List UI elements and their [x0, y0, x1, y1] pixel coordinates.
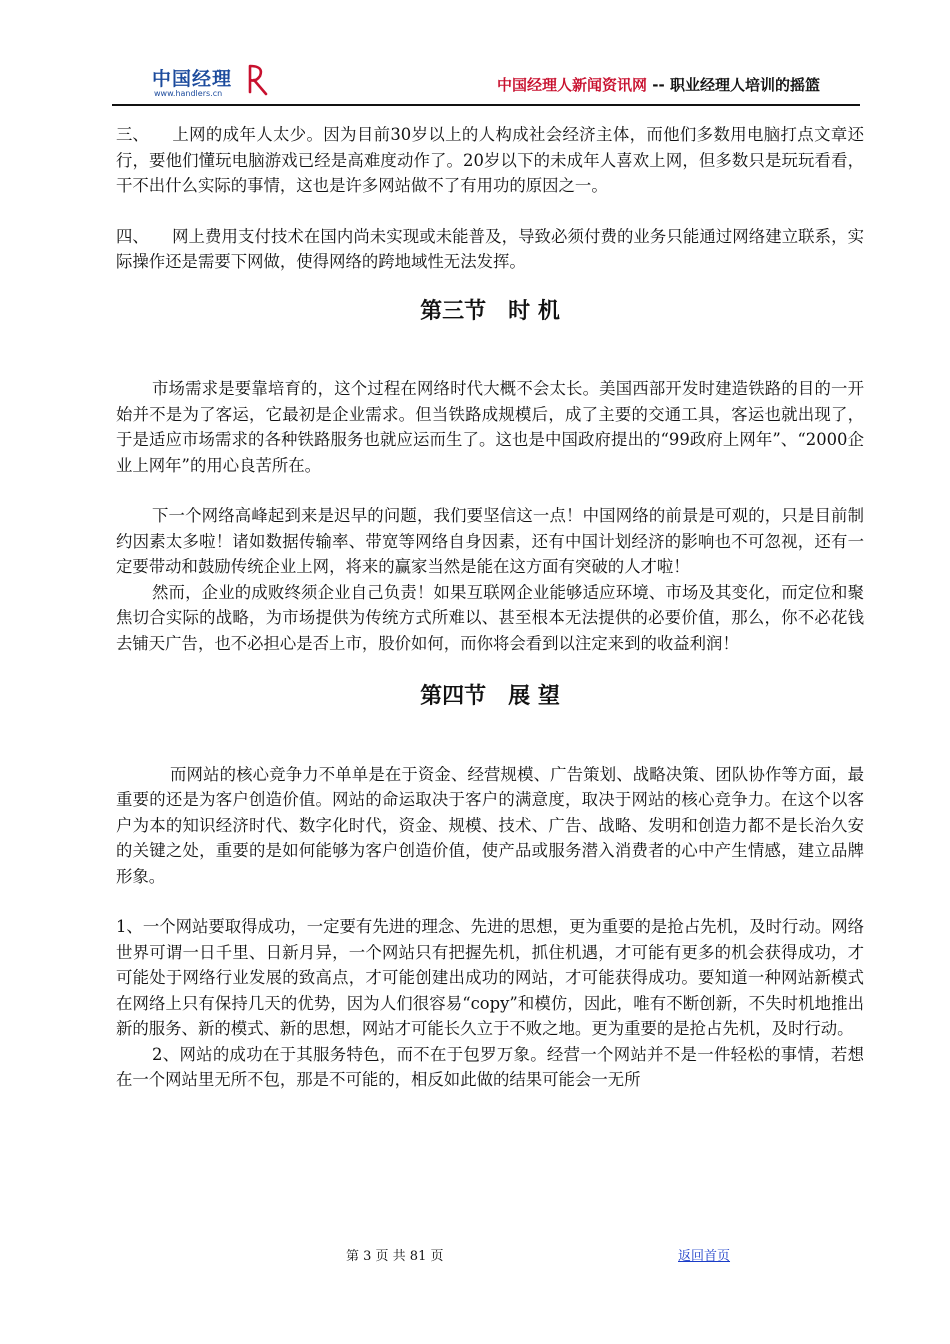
logo-url: www.handlers.cn — [154, 89, 223, 98]
section-three-title: 第三节 时 机 — [420, 298, 560, 324]
logo-mark-icon — [244, 62, 270, 96]
section-three-paragraph-2: 下一个网络高峰起到来是迟早的问题，我们要坚信这一点！中国网络的前景是可观的，只是目前制约因素太多啦！诸如数据传输率、带宽等网络自身因素，还有中国计划经济的影响也不可忽视，还有一定要带动和鼓励传统企业上网，将来的赢家当然是能在这方面有突破的人才啦！ — [116, 506, 864, 576]
paragraph-three — [116, 122, 864, 199]
paragraph-three-text: 上网的成年人太少。因为目前30岁以上的人构成社会经济主体，而他们多数用电脑打点文章还行，要他们懂玩电脑游戏已经是高难度动作了。20岁以下的未成年人喜欢上网，但多数只是玩玩看看，干不出什么实际的事情，这也是许多网站做不了有用功的原因之一。 — [116, 125, 864, 195]
home-link[interactable]: 返回首页 — [678, 1249, 731, 1264]
section-four-paragraph-2: 1、一个网站要取得成功，一定要有先进的理念、先进的思想，更为重要的是抢占先机，及时行动。网络世界可谓一日千里、日新月异，一个网站只有把握先机，抓住机遇，才可能有更多的机会获得成功，才可能处于网络行业发展的致高点，才可能创建出成功的网站，才可能获得成功。要知道一种网站新模式在网络上只有保持几天的优势，因为人们很容易“copy”和模仿，因此，唯有不断创新，不失时机地推出新的服务、新的模式、新的思想，网站才可能长久立于不败之地。更为重要的是抢占先机，及时行动。 — [116, 917, 865, 1038]
header-tagline — [497, 74, 820, 95]
section-three-paragraph-3: 然而，企业的成败终须企业自己负责！如果互联网企业能够适应环境、市场及其变化，而定位和聚焦切合实际的战略，为市场提供为传统方式所难以、甚至根本无法提供的必要价值，那么，你不必花钱去铺天广告，也不必担心是否上市，股价如何，而你将会看到以注定来到的收益利润！ — [116, 582, 864, 653]
document-body — [116, 122, 864, 1093]
tagline-separator: -- — [652, 76, 665, 94]
section-four-title: 第四节 展 望 — [420, 684, 560, 709]
page-number: 第 3 页 共 81 页 — [346, 1249, 444, 1264]
paragraph-four — [116, 224, 864, 275]
paragraph-four-label: 四、 — [116, 226, 149, 246]
paragraph-three-label: 三、 — [116, 125, 149, 144]
tagline-sub: 职业经理人培训的摇篮 — [669, 76, 820, 94]
tagline-main: 中国经理人新闻资讯网 — [497, 76, 648, 94]
section-four-paragraph-3: 2、网站的成功在于其服务特色，而不在于包罗万象。经营一个网站并不是一件轻松的事情，若想在一个网站里无所不包，那是不可能的，相反如此做的结果可能会一无所 — [116, 1044, 864, 1089]
logo-text: 中国经理 — [152, 68, 233, 90]
paragraph-four-text: 网上费用支付技术在国内尚未实现或未能普及，导致必须付费的业务只能通过网络建立联系，实际操作还是需要下网做，使得网络的跨地域性无法发挥。 — [116, 226, 864, 271]
header-rule — [112, 104, 860, 106]
section-three-paragraph-1: 市场需求是要靠培育的，这个过程在网络时代大概不会太长。美国西部开发时建造铁路的目的一开始并不是为了客运，它最初是企业需求。但当铁路成规模后，成了主要的交通工具，客运也就出现了，于是适应市场需求的各种铁路服务也就应运而生了。这也是中国政府提出的“99政府上网年”、“2000企业上网年”的用心良苦所在。 — [116, 379, 864, 475]
page-header — [112, 58, 860, 106]
section-four-paragraph-1: 而网站的核心竞争力不单单是在于资金、经营规模、广告策划、战略决策、团队协作等方面，最重要的还是为客户创造价值。网站的命运取决于客户的满意度，取决于网站的核心竞争力。在这个以客户为本的知识经济时代、数字化时代，资金、规模、技术、广告、战略、发明和创造力都不是长治久安的关键之处，重要的是如何能够为客户创造价值，使产品或服务潜入消费者的心中产生情感，建立品牌形象。 — [116, 764, 864, 886]
logo[interactable] — [152, 64, 272, 98]
